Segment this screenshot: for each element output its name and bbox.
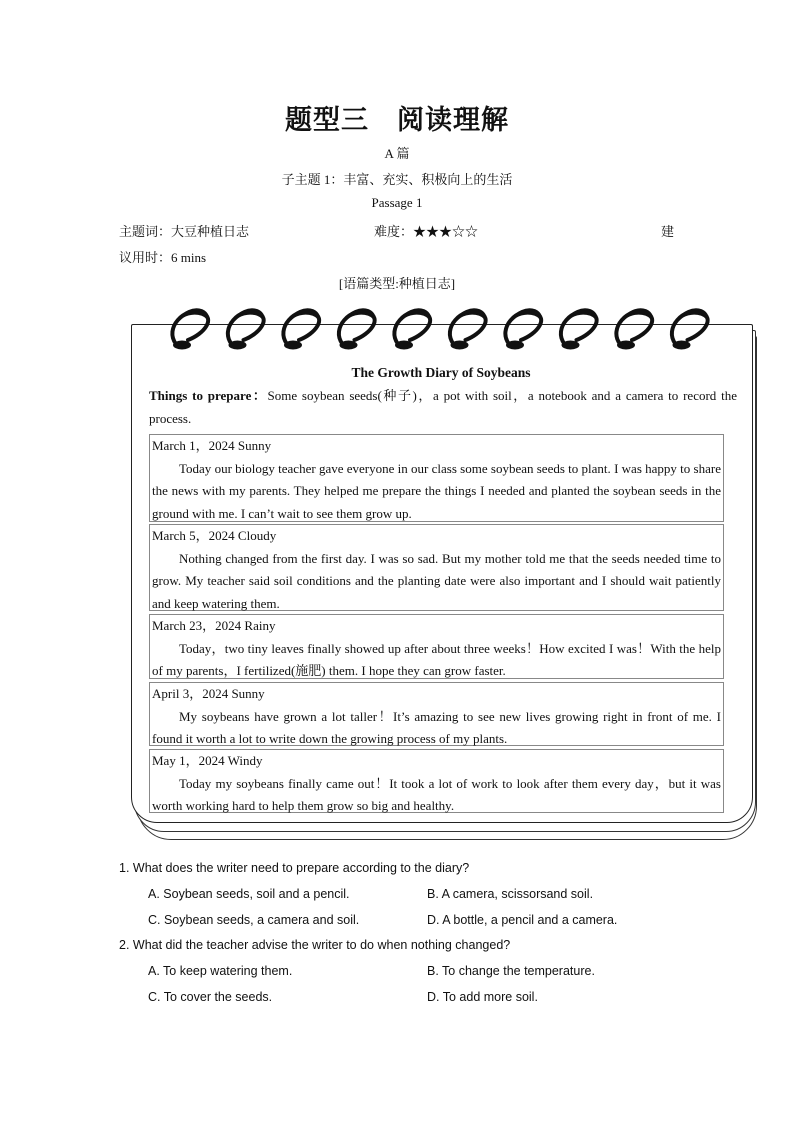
page-title: 题型三 阅读理解 — [285, 105, 509, 136]
difficulty-rating: 难度：★★★☆☆ — [374, 224, 479, 239]
passage-label: Passage 1 — [371, 195, 423, 210]
diary-entry — [149, 614, 724, 679]
answer-option[interactable]: C. To cover the seeds. — [148, 990, 273, 1004]
spiral-ring — [228, 309, 264, 349]
entry-text: My soybeans have grown a lot taller！It’s amazing to see new lives growing right in front of me. I found it worth a lot to write down the growing process of my plants. — [152, 708, 721, 746]
suggested-time: 议用时：6 mins — [119, 250, 207, 265]
answer-option[interactable]: B. A camera, scissorsand soil. — [427, 887, 594, 901]
diary-entry — [149, 434, 724, 522]
entry-text: Nothing changed from the first day. I was so sad. But my mother told me that the seeds needed time to grow. My teacher said soil conditions and the planting date were also important and I should wait patiently and keep watering them. — [152, 550, 721, 611]
spiral-ring — [450, 309, 486, 349]
genre-label: [语篇类型:种植日志] — [338, 276, 456, 291]
answer-option[interactable]: B. To change the temperature. — [427, 964, 595, 978]
subtopic: 子主题 1：丰富、充实、积极向上的生活 — [281, 172, 513, 187]
entry-text: Today our biology teacher gave everyone in our class some soybean seeds to plant. I was happy to share the news with my parents. They helped me prepare the things I needed and planted the soybean seeds in the ground with me. I can’t wait to see them grow up. — [152, 460, 721, 521]
question-stem: 2. What did the teacher advise the writer to do when nothing changed? — [119, 938, 511, 952]
diary-entry — [149, 524, 724, 611]
diary-title: The Growth Diary of Soybeans — [351, 365, 531, 380]
spiral-ring — [394, 309, 430, 349]
entry-date: March 5，2024 Cloudy — [152, 528, 277, 543]
prepare-paragraph — [149, 384, 737, 430]
spiral-binding — [160, 300, 720, 360]
entry-text: Today my soybeans finally came out！It took a lot of work to look after them every day，but it was worth working hard to help them grow so big and healthy. — [152, 775, 721, 813]
prepare-text: Some soybean seeds(种子)，a pot with soil，a notebook and a camera to record the process. — [149, 388, 737, 426]
suggested-time-prefix: 建 — [661, 224, 675, 239]
spiral-ring — [339, 309, 375, 349]
entry-date: March 1，2024 Sunny — [152, 438, 272, 453]
spiral-ring — [561, 309, 597, 349]
question-stem: 1. What does the writer need to prepare according to the diary? — [119, 861, 470, 875]
diary-entry — [149, 749, 724, 813]
answer-option[interactable]: D. To add more soil. — [427, 990, 538, 1004]
entry-text: Today，two tiny leaves finally showed up after about three weeks！How excited I was！With the help of my parents，I fertilized(施肥) them. I hope they can grow faster. — [152, 640, 721, 678]
answer-option[interactable]: C. Soybean seeds, a camera and soil. — [148, 913, 360, 927]
section-label: A 篇 — [384, 146, 410, 161]
spiral-ring — [172, 309, 208, 349]
answer-option[interactable]: A. To keep watering them. — [148, 964, 293, 978]
entry-date: May 1，2024 Windy — [152, 753, 263, 768]
entry-date: April 3，2024 Sunny — [152, 686, 265, 701]
answer-option[interactable]: D. A bottle, a pencil and a camera. — [427, 913, 618, 927]
spiral-ring — [672, 309, 708, 349]
topic-word: 主题词：大豆种植日志 — [119, 224, 250, 239]
answer-option[interactable]: A. Soybean seeds, soil and a pencil. — [148, 887, 350, 901]
spiral-ring — [283, 309, 319, 349]
spiral-ring — [505, 309, 541, 349]
entry-date: March 23，2024 Rainy — [152, 618, 276, 633]
spiral-ring — [616, 309, 652, 349]
diary-entry — [149, 682, 724, 746]
prepare-label: Things to prepare： — [149, 388, 268, 403]
